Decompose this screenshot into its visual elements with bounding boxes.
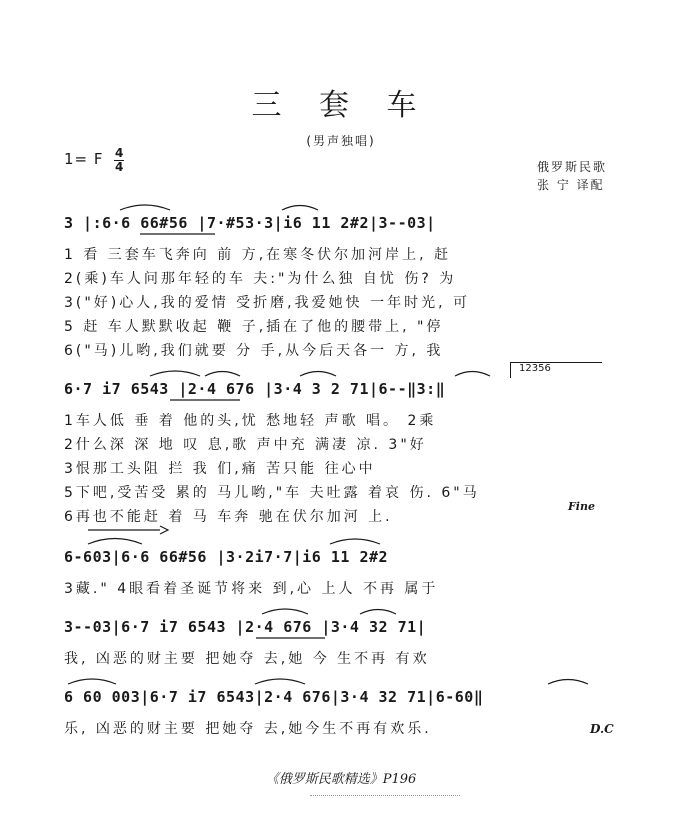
lyric-line: 6再也不能赶 着 马 车奔 驰在伏尔加河 上. [64,509,393,525]
slur [255,679,305,684]
dc-marking: D.C [590,722,614,736]
fine-marking: Fine [568,500,595,513]
slur [360,610,396,615]
slur [120,205,170,210]
notation-line-4: 3--03|6·7 i7 6543 |2·4 676 |3·4 32 71| [64,618,427,636]
slur [88,539,142,545]
lyric-line: 3藏." 4眼看着圣诞节将来 到,心 上人 不再 属于 [64,581,439,597]
lyric-line: 我, 凶恶的财主要 把她夺 去,她 今 生不再 有欢 [64,651,430,667]
origin-credit: 俄罗斯民歌 [537,160,608,174]
lyric-line: 3恨那工头阻 拦 我 们,痛 苦只能 往心中 [64,461,376,477]
slur [150,371,200,376]
slur [282,206,318,211]
key-signature: 1= F [64,150,104,168]
repeat-arrow-head [160,526,168,534]
slur [68,679,116,684]
slur [455,372,490,377]
time-signature-top: 4 [115,146,124,160]
source-citation: 《俄罗斯民歌精选》P196 [265,772,417,787]
song-title: 三 套 车 [251,88,431,123]
lyric-line: 3("好)心人,我的爱情 受折磨,我爱她快 一年时光, 可 [64,295,470,311]
slur [548,680,588,685]
time-signature [114,147,124,174]
notation-line-2: 6·7 i7 6543 |2·4 676 |3·4 3 2 71|6--‖3:‖ [64,380,446,398]
volta-bracket: 12356 [510,362,602,378]
notation-line-1: 3 |:6·6 66#56 |7·#53·3|i6 11 2#2|3--03| [64,214,436,232]
lyric-line: 1 看 三套车飞奔向 前 方,在寒冬伏尔加河岸上, 赶 [64,247,452,263]
slur [300,372,336,377]
lyric-line: 乐, 凶恶的财主要 把她夺 去,她今生不再有欢乐. [64,721,432,737]
lyric-line: 5 赶 车人默默收起 鞭 子,插在了他的腰带上, "停 [64,319,444,335]
notation-line-5: 6 60 003|6·7 i7 6543|2·4 676|3·4 32 71|6-60‖ [64,688,484,706]
notation-line-3: 6-603|6·6 66#56 |3·2i7·7|i6 11 2#2 [64,548,389,566]
slur [205,372,240,377]
lyric-line: 1车人低 垂 着 他的头,忧 愁地轻 声歌 唱。 2乘 [64,413,437,429]
time-signature-bottom: 4 [115,160,124,174]
lyric-line: 2(乘)车人问那年轻的车 夫:"为什么独 自忧 伤? 为 [64,271,457,287]
lyric-line: 5下吧,受苦受 累的 马儿哟,"车 夫吐露 着哀 伤. 6"马 [64,485,480,501]
translator-credit: 张 宁 译配 [537,178,605,192]
slur [330,539,380,544]
performance-note: (男声独唱) [306,134,376,148]
faded-footer-text [310,795,460,799]
slur [262,609,308,614]
lyric-line: 2什么深 深 地 叹 息,歌 声中充 满凄 凉. 3"好 [64,437,427,453]
lyric-line: 6("马)儿哟,我们就要 分 手,从今后天各一 方, 我 [64,343,444,359]
